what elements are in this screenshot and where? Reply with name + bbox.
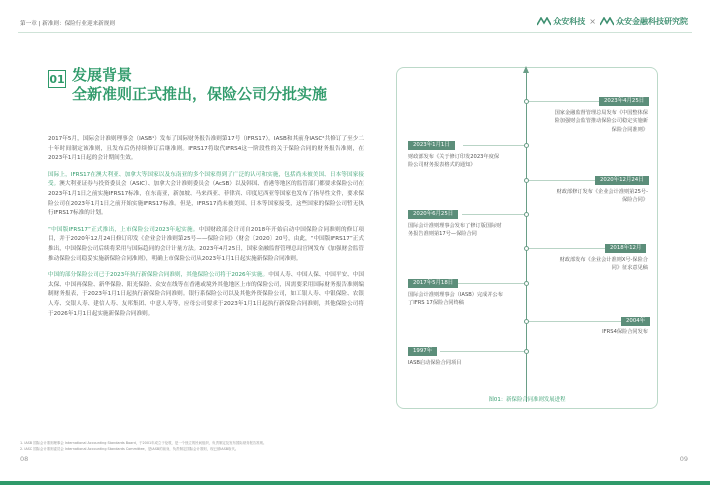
brand-b-label: 众安金融科技研究院 [616, 17, 688, 26]
figure-caption: 图01：新保险合同准则发展进程 [488, 397, 566, 403]
timeline-dot [524, 143, 529, 148]
timeline-event-text: 国际会计准则理事会发布了修订版国际财务报告准则第17号—保险合同 [408, 223, 502, 238]
timeline-connector [529, 101, 599, 102]
paragraph-4 [48, 271, 364, 319]
paragraph-2 [48, 171, 364, 219]
page-number-right: 09 [679, 455, 688, 463]
header-divider [18, 32, 692, 33]
timeline-connector [458, 283, 524, 284]
footnote-2: 2. IASC 国际会计准则委员会 International Accounting Standards Committee，是IASB的前身，负责制定国际会计准则，现已被IASB取代。 [20, 447, 239, 451]
timeline-event-text: 财政部发布《企业会计准则X号-保险合同》征求意见稿 [559, 257, 648, 272]
zhongan-logo-icon [537, 17, 551, 26]
timeline-date-tag: 1997年 [408, 347, 437, 356]
paragraph-1: 2017年5月，国际会计准则理事会（IASB¹）发布了国际财务报告准则第17号（IFRS17）。IASB和其前身IASC²共修订了至少二十年时间制定该准则，且发布后仍持续修订后继准则。IFRS17将取代IFRS4这一阶段性的关于保险合同的财务报告准则，在2023年1月1日起的会计期间生效。 [48, 136, 364, 162]
timeline-event-text: 国家金融监督管理总局发布《中国整体保险加强财会监管推动保险公司稳定实施新保险合同准则》 [554, 110, 648, 133]
paragraph-2-highlight: 国际上，IFRS17在澳大利亚、加拿大等国家以及东南亚的多个国家得到了广泛的认可和实施，包括尚未被美国、日本等国家接受。 [48, 171, 364, 188]
timeline-event-text: 财政部发布《关于修订印发2023年度保险公司财务报表格式的通知》 [408, 154, 500, 169]
timeline-connector [462, 214, 524, 215]
paragraph-3-highlight: “中国版IFRS17”正式推出，上市保险公司2023年起实施。 [48, 226, 199, 233]
timeline-dot [524, 281, 529, 286]
paragraph-4-text: 中国人寿、中国人保、中国平安、中国太保、中国再保险、新华保险、阳光保险、众安在线等在香港或境外其他地区上市的保险公司，因需要采用国际财务报告准则编制财务报表，于2023年1月1日起执行新保险合同准则。银行系保险公司以及其他外资保险公司，如工银人寿、中银保险、农银人寿、交银人寿、建信人寿、友邦集团、中意人寿等，应母公司要求于2023年1月1日起执行新保险合同准则，其他保险公司将于2026年1月1日起实施新保险合同准则。 [48, 272, 364, 317]
paragraph-2-text: 澳大利亚证券与投资委员会（ASIC）、加拿大会计准则委员会（AcSB）以及韩国、香港等地区的监管部门都要求保险公司在2023年1月1日之前实施IFRS17标准，在东南亚，新加坡、马来西亚、菲律宾、印度尼西亚等国家也发布了指导性文件，要求保险公司在2023年1月1日之前开始实施IFRS17标准。但是，IFRS17尚未被美国、日本等国家接受，这些国家的保险公司暂无执行IFRS17标准的计划。 [48, 181, 364, 217]
timeline-event-text: IFRS4保险合同发布 [602, 329, 648, 335]
timeline-connector [529, 180, 595, 181]
chapter-breadcrumb: 第一章 | 新准则：保险行业迎来新规则 [20, 21, 115, 27]
section-title-line1: 发展背景 [72, 66, 133, 84]
timeline-connector [463, 145, 524, 146]
timeline-event-text: 国际会计准则理事会（IASB）完成并公布了IFRS 17保险合同终稿 [408, 292, 503, 307]
section-number-badge [48, 70, 66, 88]
brand-a-label: 众安科技 [553, 17, 586, 26]
body-text [48, 135, 364, 326]
section-title-line2: 全新准则正式推出，保险公司分批实施 [72, 85, 328, 103]
paragraph-4-highlight: 中国的部分保险公司已于2023年执行新保险合同准则，其他保险公司将于2026年实施。 [48, 272, 269, 279]
paragraph-3-text: 中国财政部会计司自2018年开始启动中国保险合同准则的修订项目，并于2020年12月24日修订印发《企业会计准则第25号——保险合同》（财会〔2020〕20号，由此，“中国版IFRS17”正式推出，中国保险公司后续将采用与国际趋同的会计计量方法。2023年4月25日，国家金融监督管理总局官网发布《加强财会监管推动保险公司稳妥实施新保险合同准则》，明确上市保险公司从2023年1月1日起实施新保险合同准则。 [48, 226, 364, 262]
section-number: 01 [49, 72, 65, 86]
timeline-date-tag: 2023年4月25日 [599, 97, 649, 106]
brand-header [537, 16, 688, 27]
timeline-date-tag: 2023年1月1日 [408, 141, 455, 150]
timeline-date-tag: 2017年5月18日 [408, 279, 458, 288]
section-title [72, 66, 327, 104]
paragraph-3 [48, 226, 364, 264]
timeline-date-tag: 2004年 [621, 317, 650, 326]
timeline-event-text: 财政部修订发布《企业会计准则第25号-保险合同》 [556, 189, 648, 204]
page-number-left: 08 [20, 455, 29, 463]
footer-bar [0, 481, 710, 485]
timeline-date-tag: 2020年6月25日 [408, 210, 458, 219]
timeline-connector [440, 351, 524, 352]
timeline-dot [524, 212, 529, 217]
timeline-connector [529, 248, 605, 249]
brand-separator: × [589, 17, 596, 26]
zhongan-research-logo-icon [600, 17, 614, 26]
timeline-date-tag: 2018年12月 [605, 244, 646, 253]
timeline-event-text: IASB启动保险合同项目 [408, 360, 462, 366]
timeline-date-tag: 2020年12月24日 [595, 176, 649, 185]
timeline-connector [529, 321, 621, 322]
timeline-dot [524, 349, 529, 354]
footnote-1: 1. IASB 国际会计准则理事会 International Accounting Standards Board，于2001年成立于伦敦，是一个独立的民间组织，负责制定及发布国际财务报告准则。 [20, 441, 267, 445]
